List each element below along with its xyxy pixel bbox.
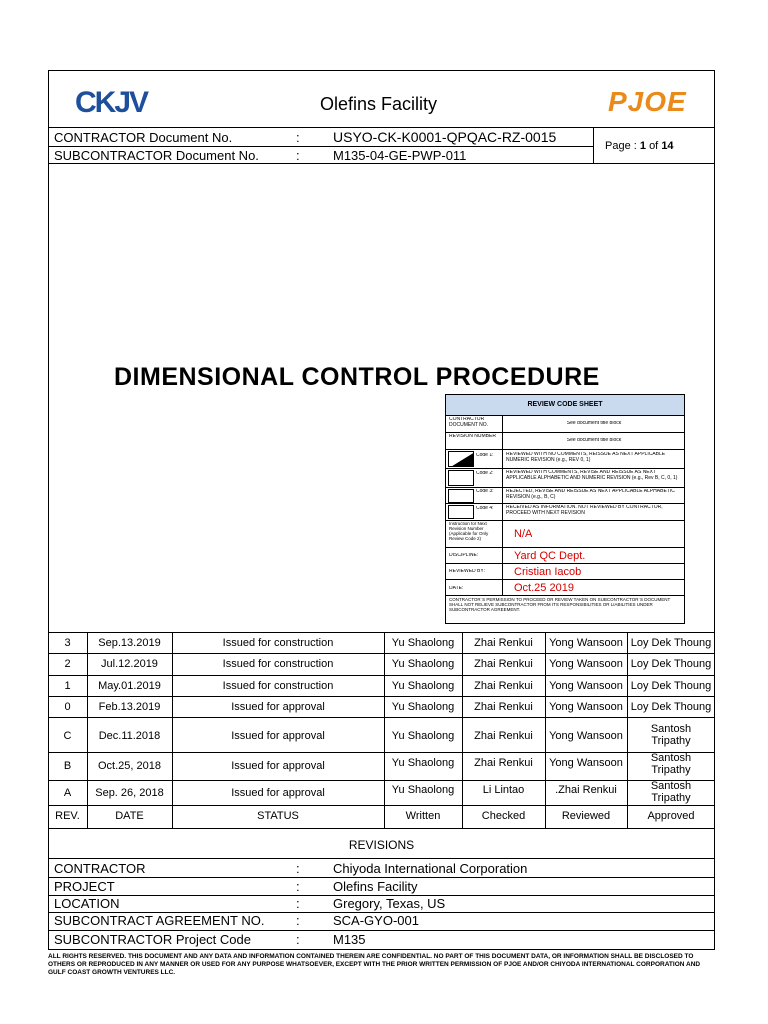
reviewed-cell: Yong Wansoon	[549, 680, 623, 692]
code-1-text: REVIEWED WITH NO COMMENTS, REISSUE AS NEXT APPLICABLE NUMERIC REVISION (e.g., REV 0, 1)	[506, 452, 666, 463]
written-cell: Yu Shaolong	[391, 658, 455, 670]
date-cell: Feb.13.2019	[98, 701, 161, 713]
stamp-row-line	[446, 520, 684, 521]
rev-row-line	[48, 805, 715, 806]
info-label-contractor: CONTRACTOR	[54, 861, 146, 876]
info-value-project: Olefins Facility	[333, 879, 418, 894]
rev-row-line	[48, 696, 715, 697]
stamp-revision-value: See document title block	[566, 438, 622, 443]
approved-line-2: Tripathy	[651, 764, 691, 776]
pjoe-logo: PJOE	[608, 86, 687, 117]
code-4-label: Code 4:	[476, 506, 494, 511]
written-cell: Yu Shaolong	[391, 784, 455, 796]
stamp-divider	[502, 415, 503, 595]
facility-title: Olefins Facility	[320, 94, 438, 114]
header-divider	[48, 127, 715, 128]
info-value-project-code: M135	[333, 932, 366, 947]
rev-cell: 0	[64, 701, 71, 713]
reviewed-cell: Yong Wansoon	[549, 658, 623, 670]
stamp-row-line	[446, 468, 684, 469]
stamp-row-line	[446, 487, 684, 488]
reviewed-cell: .Zhai Renkui	[555, 784, 617, 796]
info-row-line	[48, 930, 715, 931]
date-header: DATE	[115, 810, 144, 822]
approved-line-2: Tripathy	[651, 792, 691, 804]
info-label-agreement: SUBCONTRACT AGREEMENT NO.	[54, 913, 265, 928]
subcontractor-doc-label: SUBCONTRACTOR Document No.	[54, 148, 259, 163]
info-value-agreement: SCA-GYO-001	[333, 913, 419, 928]
status-cell: Issued for construction	[222, 637, 334, 649]
checked-cell: Zhai Renkui	[474, 637, 533, 649]
code-4-text: RECEIVED AS INFORMATION. NOT REVIEWED BY CONTRACTOR, PROCEED WITH NEXT REVISION	[506, 505, 663, 516]
reviewed-cell: Yong Wansoon	[549, 757, 623, 769]
approved-cell	[627, 780, 715, 804]
review-code-sheet	[445, 394, 685, 624]
stamp-row-line	[446, 449, 684, 450]
page-cell-divider	[593, 127, 594, 163]
approved-line-1: Santosh	[650, 752, 692, 764]
date-cell: May.01.2019	[98, 680, 161, 692]
status-cell: Issued for approval	[231, 760, 325, 772]
document-title: DIMENSIONAL CONTROL PROCEDURE	[114, 363, 600, 391]
info-colon: :	[296, 861, 300, 876]
info-colon: :	[296, 879, 300, 894]
info-colon: :	[296, 913, 300, 928]
stamp-row-line	[446, 503, 684, 504]
written-cell: Yu Shaolong	[391, 637, 455, 649]
approved-line-2: Tripathy	[651, 735, 691, 747]
rev-row-line	[48, 632, 715, 633]
stamp-row-line	[446, 563, 684, 564]
page-indicator	[605, 140, 674, 152]
rev-row-line	[48, 780, 715, 781]
info-row-line	[48, 877, 715, 878]
code-3-text: REJECTED, REVISE AND REISSUE AS NEXT APPLICABLE ALPHABETIC REVISION (e.g., B, C)	[506, 489, 675, 500]
doc-row-divider	[48, 146, 593, 147]
status-header: STATUS	[257, 810, 299, 822]
info-label-project: PROJECT	[54, 879, 115, 894]
approved-cell	[627, 723, 715, 747]
code-2-label: Code 2:	[476, 471, 494, 476]
rev-header: REV.	[55, 810, 80, 822]
rev-cell: 3	[64, 637, 71, 649]
revisions-section-title: REVISIONS	[348, 838, 415, 852]
stamp-contractor-doc-label: CONTRACTOR DOCUMENT NO.	[449, 417, 489, 428]
code-4-checkbox[interactable]	[448, 505, 474, 519]
rev-row-line	[48, 675, 715, 676]
status-cell: Issued for approval	[231, 787, 325, 799]
rev-cell: B	[63, 760, 72, 772]
date-value: Oct.25 2019	[514, 582, 574, 594]
written-header: Written	[405, 810, 441, 822]
info-value-contractor: Chiyoda International Corporation	[333, 861, 528, 876]
stamp-disclaimer: CONTRACTOR`S PERMISSION TO PROCEED OR REVIEW TAKEN ON SUBCONTRACTOR`S DOCUMENT SHALL NOT RELIEVE SUBCONTRACTOR FROM ITS RESPONSIBILITIES OR LIABILITIES UNDER SUBCONTRACTOR AGREEMENT.	[449, 598, 671, 612]
info-label-location: LOCATION	[54, 896, 120, 911]
approved-cell	[627, 752, 715, 776]
rev-cell: C	[63, 730, 72, 742]
reviewed-by-value: Cristian Iacob	[514, 566, 582, 578]
checked-cell: Zhai Renkui	[474, 757, 533, 769]
rev-row-line	[48, 717, 715, 718]
reviewed-cell: Yong Wansoon	[549, 730, 623, 742]
written-cell: Yu Shaolong	[391, 730, 455, 742]
date-cell: Oct.25, 2018	[98, 760, 161, 772]
checked-cell: Li Lintao	[482, 784, 525, 796]
status-cell: Issued for approval	[231, 730, 325, 742]
reviewed-header: Reviewed	[561, 810, 611, 822]
reviewed-cell: Yong Wansoon	[549, 701, 623, 713]
checkbox-mark-icon	[449, 452, 474, 467]
checked-cell: Zhai Renkui	[474, 701, 533, 713]
info-colon: :	[296, 932, 300, 947]
stamp-row-line	[446, 547, 684, 548]
code-1-checkbox[interactable]	[448, 451, 474, 467]
rev-row-line	[48, 752, 715, 753]
approved-cell: Loy Dek Thoung	[630, 637, 712, 649]
status-cell: Issued for construction	[222, 680, 334, 692]
confidentiality-notice: ALL RIGHTS RESERVED. THIS DOCUMENT AND ANY DATA AND INFORMATION CONTAINED THEREIN ARE CONFIDENTIAL. NO PART OF THIS DOCUMENT DATA, OR INFORMATION SHALL BE DISCLOSED TO OTHERS OR REPRODUCED IN ANY MANNER OR USED FOR ANY PURPOSE WHATSOEVER, EXCEPT WITH THE PRIOR WRITTEN PERMISSION OF PJOE AND/OR CHIYODA INTERNATIONAL CORPORATION AND GULF COAST GROWTH VENTURES LLC.	[48, 953, 701, 976]
instruction-label: Instruction for Next Revision Number (Applicable for Only Review Code 2)	[449, 522, 489, 541]
contractor-doc-colon: :	[296, 130, 300, 145]
rev-cell: 2	[64, 658, 71, 670]
discipline-label: DISCIPLINE:	[449, 553, 479, 558]
stamp-revision-label: REVISION NUMBER	[449, 434, 496, 439]
checked-header: Checked	[481, 810, 526, 822]
page-current: 1	[639, 140, 646, 152]
info-label-project-code: SUBCONTRACTOR Project Code	[54, 932, 251, 947]
code-3-label: Code 3:	[476, 489, 494, 494]
ckjv-logo	[75, 86, 147, 120]
reviewed-cell: Yong Wansoon	[549, 637, 623, 649]
code-2-text: REVIEWED WITH COMMENTS, REVISE AND REISSUE AS NEXT APPLICABLE ALPHABETIC AND NUMERIC REVISION (e.g., Rev B, C, 0, 1)	[506, 470, 678, 481]
ckjv-logo-text: CKJV	[75, 86, 148, 119]
reviewed-by-label: REVIEWED BY:	[449, 569, 485, 574]
stamp-row-line	[446, 595, 684, 596]
approved-cell: Loy Dek Thoung	[630, 680, 712, 692]
contractor-doc-label: CONTRACTOR Document No.	[54, 130, 233, 145]
rev-row-line	[48, 828, 715, 829]
rev-cell: 1	[64, 680, 71, 692]
written-cell: Yu Shaolong	[391, 701, 455, 713]
page-of: of	[649, 140, 659, 152]
checked-cell: Zhai Renkui	[474, 680, 533, 692]
approved-header: Approved	[647, 810, 695, 822]
header-bottom-divider	[48, 163, 715, 164]
stamp-row-line	[446, 579, 684, 580]
info-value-location: Gregory, Texas, US	[333, 896, 446, 911]
code-1-label: Code 1:	[476, 453, 494, 458]
code-2-checkbox[interactable]	[448, 470, 474, 486]
code-3-checkbox[interactable]	[448, 489, 474, 503]
page-total: 14	[661, 140, 674, 152]
stamp-row-line	[446, 432, 684, 433]
date-cell: Dec.11.2018	[98, 730, 161, 742]
approved-cell: Loy Dek Thoung	[630, 658, 712, 670]
date-cell: Sep.13.2019	[98, 637, 161, 649]
date-cell: Jul.12.2019	[101, 658, 158, 670]
approved-line-1: Santosh	[650, 780, 692, 792]
written-cell: Yu Shaolong	[391, 757, 455, 769]
date-label: DATE:	[449, 586, 464, 591]
date-cell: Sep. 26, 2018	[95, 787, 164, 799]
review-sheet-header: REVIEW CODE SHEET	[446, 395, 684, 416]
page-label: Page :	[605, 140, 637, 152]
discipline-value: Yard QC Dept.	[514, 550, 586, 562]
rev-row-line	[48, 858, 715, 859]
rev-row-line	[48, 653, 715, 654]
instruction-value: N/A	[514, 528, 533, 540]
status-cell: Issued for construction	[222, 658, 334, 670]
subcontractor-doc-colon: :	[296, 148, 300, 163]
rev-cell: A	[63, 787, 72, 799]
checked-cell: Zhai Renkui	[474, 658, 533, 670]
approved-line-1: Santosh	[650, 723, 692, 735]
contractor-doc-value: USYO-CK-K0001-QPQAC-RZ-0015	[333, 129, 557, 145]
subcontractor-doc-value: M135-04-GE-PWP-011	[333, 148, 467, 163]
info-colon: :	[296, 896, 300, 911]
approved-cell: Loy Dek Thoung	[630, 701, 712, 713]
written-cell: Yu Shaolong	[391, 680, 455, 692]
checked-cell: Zhai Renkui	[474, 730, 533, 742]
status-cell: Issued for approval	[231, 701, 325, 713]
stamp-contractor-doc-value: See document title block	[566, 421, 622, 426]
